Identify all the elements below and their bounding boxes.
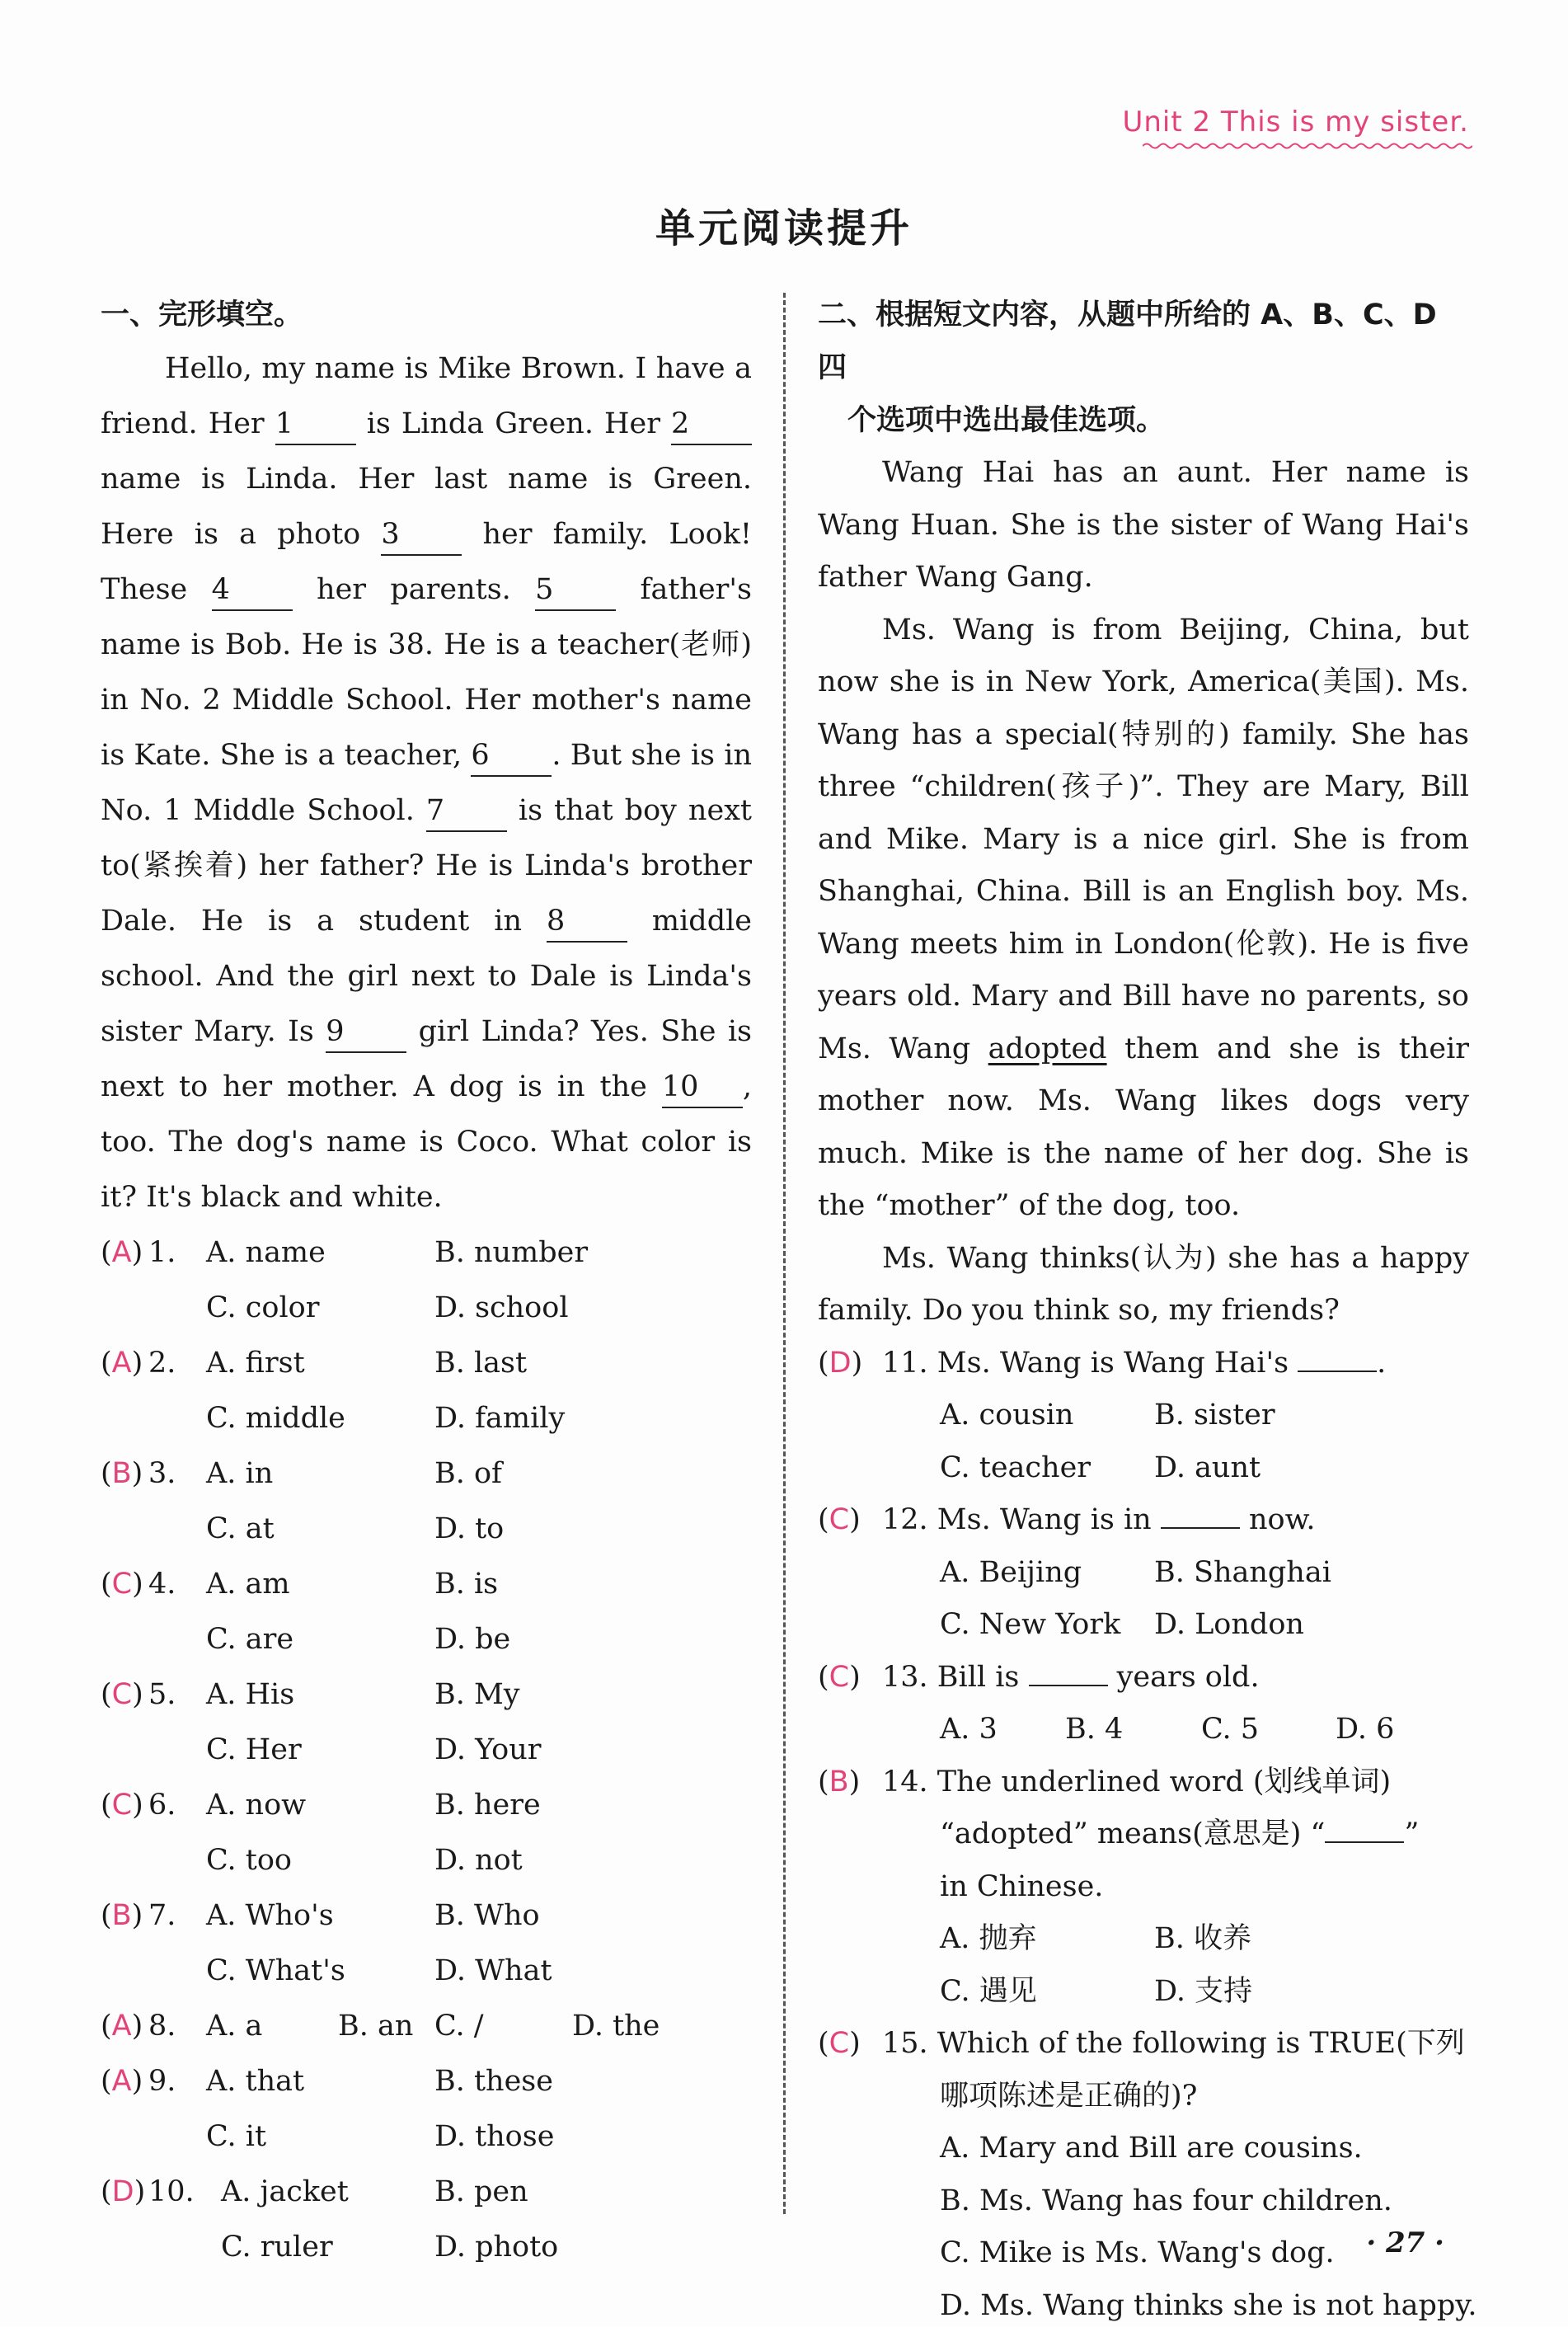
option: A. in [206, 1446, 273, 1502]
option: D. aunt [1154, 1442, 1261, 1495]
option: D. those [434, 2109, 554, 2165]
answer-blank [1161, 1499, 1240, 1529]
option-row [818, 1442, 1469, 1495]
question-stem: 15. Which of the following is TRUE(下列 [882, 2018, 1465, 2071]
option: B. an [338, 1999, 413, 2054]
passage-text: , too. The dog's name is Coco. What color is it? It's black and white. [101, 1070, 752, 1214]
section1-title: 一、完形填空。 [101, 289, 752, 341]
question-14-line3 [818, 1861, 1469, 1914]
question-12 [818, 1494, 1469, 1547]
question-14 [818, 1756, 1469, 1809]
stem-text: “adopted” means(意思是) “ [940, 1817, 1325, 1850]
option-row [818, 1704, 1469, 1756]
stem-line: in Chinese. [940, 1861, 1103, 1914]
cloze-blank: 6 [471, 736, 552, 777]
option: C. Mike is Ms. Wang's dog. [940, 2227, 1335, 2280]
option: B. Ms. Wang has four children. [940, 2175, 1392, 2228]
answer-paren: (C) [101, 1667, 143, 1723]
answer-paren: (A) [101, 2054, 143, 2109]
option: C. 遇见 [940, 1966, 1037, 2019]
option: A. jacket [221, 2165, 349, 2220]
passage-text: name is Linda. Her last name is Green. Here is a photo [101, 463, 752, 551]
cloze-question-3 [101, 1446, 752, 1502]
cloze-blank: 7 [426, 791, 507, 832]
cloze-question-6 [101, 1778, 752, 1833]
passage-text: her parents. [293, 573, 536, 606]
option: D. school [434, 1281, 569, 1336]
option-row [101, 1391, 752, 1446]
option: A. first [206, 1336, 305, 1391]
option: B. pen [434, 2165, 528, 2220]
page-number: · 27 · [1366, 2226, 1444, 2259]
option: B. number [434, 1225, 588, 1281]
question-13 [818, 1652, 1469, 1704]
option-row [818, 1913, 1469, 1966]
cloze-question-4 [101, 1557, 752, 1612]
answer-paren: (A) [101, 1225, 143, 1281]
answer-paren: (B) [101, 1446, 143, 1502]
cloze-question-1 [101, 1225, 752, 1281]
option: B. My [434, 1667, 520, 1723]
question-number: 4. [148, 1557, 176, 1612]
paragraph-2-text-b: them and she is their mother now. Ms. Wang likes dogs very much. Mike is the name of her dog. She is the “mother” of the dog, too. [818, 1032, 1469, 1223]
answer-mark: C [829, 1661, 849, 1694]
cloze-blank: 10 [662, 1067, 743, 1108]
answer-paren: (B) [818, 1756, 860, 1809]
option-row [101, 1833, 752, 1888]
option: D. 6 [1336, 1704, 1394, 1756]
option: A. His [206, 1667, 294, 1723]
option-row [818, 1599, 1469, 1652]
option: D. What [434, 1944, 552, 1999]
option: A. a [206, 1999, 262, 2054]
answer-paren: (A) [101, 1999, 143, 2054]
answer-mark: C [112, 1678, 132, 1711]
answer-mark: B [829, 1765, 849, 1798]
option: B. here [434, 1778, 541, 1833]
question-stem: 14. The underlined word (划线单词) [882, 1756, 1391, 1809]
cloze-blank: 2 [671, 404, 752, 445]
answer-mark: D [829, 1347, 852, 1380]
answer-mark: C [829, 2027, 849, 2060]
option: B. 4 [1065, 1704, 1123, 1756]
question-number: 6. [148, 1778, 176, 1833]
section2-title-line1: 二、根据短文内容，从题中所给的 A、B、C、D 四 [818, 289, 1469, 394]
option: B. sister [1154, 1389, 1275, 1442]
option: B. Who [434, 1888, 540, 1944]
option: C. New York [940, 1599, 1120, 1652]
option: A. now [206, 1778, 306, 1833]
answer-mark: A [112, 1236, 132, 1269]
option: D. family [434, 1391, 565, 1446]
option: C. What's [206, 1944, 345, 1999]
passage-text: Hello, my name is Mike Brown. I have a friend. Her [101, 352, 752, 440]
passage-text: . But she is in No. 1 Middle School. [101, 739, 752, 827]
cloze-question-8 [101, 1999, 752, 2054]
cloze-blank: 3 [381, 515, 462, 556]
option: B. is [434, 1557, 498, 1612]
option: C. at [206, 1502, 275, 1557]
question-number: 2. [148, 1336, 176, 1391]
option: B. last [434, 1336, 527, 1391]
option: A. cousin [940, 1389, 1073, 1442]
question-number: 5. [148, 1667, 176, 1723]
cloze-question-2 [101, 1336, 752, 1391]
option-row [818, 1547, 1469, 1600]
question-number: 10. [148, 2165, 195, 2220]
answer-paren: (C) [101, 1778, 143, 1833]
option: C. Her [206, 1723, 302, 1778]
cloze-question-5 [101, 1667, 752, 1723]
option: D. be [434, 1612, 510, 1667]
cloze-question-9 [101, 2054, 752, 2109]
option: D. not [434, 1833, 523, 1888]
passage-text: her family. Look! These [101, 518, 752, 606]
passage-text: girl Linda? Yes. She is next to her mother. A dog is in the [101, 1015, 752, 1103]
cloze-question-10 [101, 2165, 752, 2220]
question-number: 7. [148, 1888, 176, 1944]
option-row [101, 2220, 752, 2275]
question-stem [882, 1338, 1386, 1390]
stem-text-end: . [1377, 1347, 1386, 1380]
question-15 [818, 2018, 1469, 2071]
cloze-blank: 5 [535, 570, 616, 611]
answer-mark: C [112, 1789, 132, 1822]
option: A. Mary and Bill are cousins. [940, 2123, 1363, 2175]
option: D. Ms. Wang thinks she is not happy. [940, 2280, 1477, 2332]
option: A. 抛弃 [940, 1913, 1037, 1966]
option: C. color [206, 1281, 319, 1336]
question-14-line2 [818, 1808, 1469, 1861]
option: C. are [206, 1612, 293, 1667]
section-reading [818, 289, 1469, 2332]
question-stem [882, 1652, 1260, 1704]
option-row [818, 2280, 1469, 2332]
option: A. 3 [940, 1704, 998, 1756]
header-wave-decoration [1143, 142, 1472, 150]
passage-text: is Linda Green. Her [356, 407, 671, 440]
cloze-blank: 1 [275, 404, 356, 445]
option-row [818, 2123, 1469, 2175]
answer-paren: (C) [818, 2018, 861, 2071]
stem-text-end: ” [1404, 1817, 1419, 1850]
option: A. Beijing [940, 1547, 1082, 1600]
reading-paragraph-3: Ms. Wang thinks(认为) she has a happy family. Do you think so, my friends? [818, 1233, 1469, 1338]
cloze-blank: 9 [326, 1012, 406, 1053]
question-number: 1. [148, 1225, 176, 1281]
answer-mark: C [829, 1503, 849, 1536]
option: A. name [206, 1225, 326, 1281]
passage-text: father's name is Bob. He is 38. He is a teacher(老师) in No. 2 Middle School. Her mother's name is Kate. She is a teacher, [101, 573, 752, 772]
option: C. 5 [1201, 1704, 1259, 1756]
option-row [101, 1612, 752, 1667]
reading-paragraph-1: Wang Hai has an aunt. Her name is Wang Huan. She is the sister of Wang Hai's father Wang Gang. [818, 447, 1469, 604]
option: C. middle [206, 1391, 345, 1446]
option-row [101, 1723, 752, 1778]
answer-blank [1029, 1657, 1108, 1686]
option: A. that [206, 2054, 304, 2109]
answer-mark: D [112, 2175, 134, 2208]
question-15-line2 [818, 2071, 1469, 2123]
stem-text-end: years old. [1108, 1661, 1260, 1694]
stem-line [940, 1808, 1419, 1861]
column-divider [783, 293, 786, 2214]
option-row [101, 2109, 752, 2165]
option: D. to [434, 1502, 504, 1557]
cloze-blank: 4 [212, 570, 293, 611]
option: B. these [434, 2054, 553, 2109]
cloze-blank: 8 [547, 901, 627, 943]
answer-blank [1325, 1813, 1404, 1843]
stem-text: 13. Bill is [882, 1661, 1029, 1694]
option: D. London [1154, 1599, 1304, 1652]
answer-paren: (C) [818, 1652, 861, 1704]
cloze-question-7 [101, 1888, 752, 1944]
reading-paragraph-2 [818, 604, 1469, 1233]
option: B. Shanghai [1154, 1547, 1331, 1600]
option-row [101, 1281, 752, 1336]
answer-paren: (A) [101, 1336, 143, 1391]
section2-title-line2: 个选项中选出最佳选项。 [818, 394, 1469, 447]
answer-mark: C [112, 1568, 132, 1601]
question-11 [818, 1338, 1469, 1390]
answer-paren: (C) [101, 1557, 143, 1612]
stem-text-end: now. [1240, 1503, 1316, 1536]
passage-text: middle school. And the girl next to Dale is Linda's sister Mary. Is [101, 905, 752, 1048]
option-row [101, 1502, 752, 1557]
answer-paren: (B) [101, 1888, 143, 1944]
stem-text: 12. Ms. Wang is in [882, 1503, 1161, 1536]
answer-mark: A [112, 2065, 132, 2098]
answer-mark: B [112, 1457, 132, 1490]
question-number: 3. [148, 1446, 176, 1502]
answer-paren: (D) [818, 1338, 862, 1390]
option-row [101, 1944, 752, 1999]
option-row [818, 1966, 1469, 2019]
answer-mark: B [112, 1899, 132, 1932]
question-number: 9. [148, 2054, 176, 2109]
option: B. of [434, 1446, 502, 1502]
option: A. am [206, 1557, 290, 1612]
underlined-word: adopted [988, 1032, 1107, 1065]
answer-paren: (D) [101, 2165, 145, 2220]
page-title: 单元阅读提升 [0, 196, 1568, 253]
option: B. 收养 [1154, 1913, 1251, 1966]
option: C. teacher [940, 1442, 1091, 1495]
option: D. 支持 [1154, 1966, 1252, 2019]
option: C. too [206, 1833, 292, 1888]
answer-mark: A [112, 2010, 132, 2043]
answer-mark: A [112, 1347, 132, 1380]
option-row [818, 2175, 1469, 2228]
unit-header: Unit 2 This is my sister. [1122, 106, 1469, 139]
question-number: 8. [148, 1999, 176, 2054]
option: A. Who's [206, 1888, 334, 1944]
option: D. photo [434, 2220, 558, 2275]
option: D. Your [434, 1723, 541, 1778]
cloze-passage [101, 341, 752, 1225]
option: C. / [434, 1999, 484, 2054]
question-stem [882, 1494, 1316, 1547]
answer-paren: (C) [818, 1494, 861, 1547]
option: D. the [572, 1999, 660, 2054]
option: C. it [206, 2109, 266, 2165]
paragraph-2-text-a: Ms. Wang is from Beijing, China, but now she is in New York, America(美国). Ms. Wang has a special(特别的) family. She has three “children(孩子)”. They are Mary, Bill and Mike. Mary is a nice girl. She is from Shanghai, China. Bill is an English boy. Ms. Wang meets him in London(伦敦). He is five years old. Mary and Bill have no parents, so Ms. Wang [818, 614, 1469, 1065]
stem-text: 11. Ms. Wang is Wang Hai's [882, 1347, 1298, 1380]
stem-line: 哪项陈述是正确的)? [940, 2071, 1197, 2123]
option-row [818, 1389, 1469, 1442]
option: C. ruler [221, 2220, 333, 2275]
section-cloze [101, 289, 752, 2275]
passage-text: is that boy next to(紧挨着) her father? He is Linda's brother Dale. He is a student in [101, 794, 752, 938]
cloze-questions [101, 1225, 752, 2275]
answer-blank [1298, 1342, 1377, 1372]
